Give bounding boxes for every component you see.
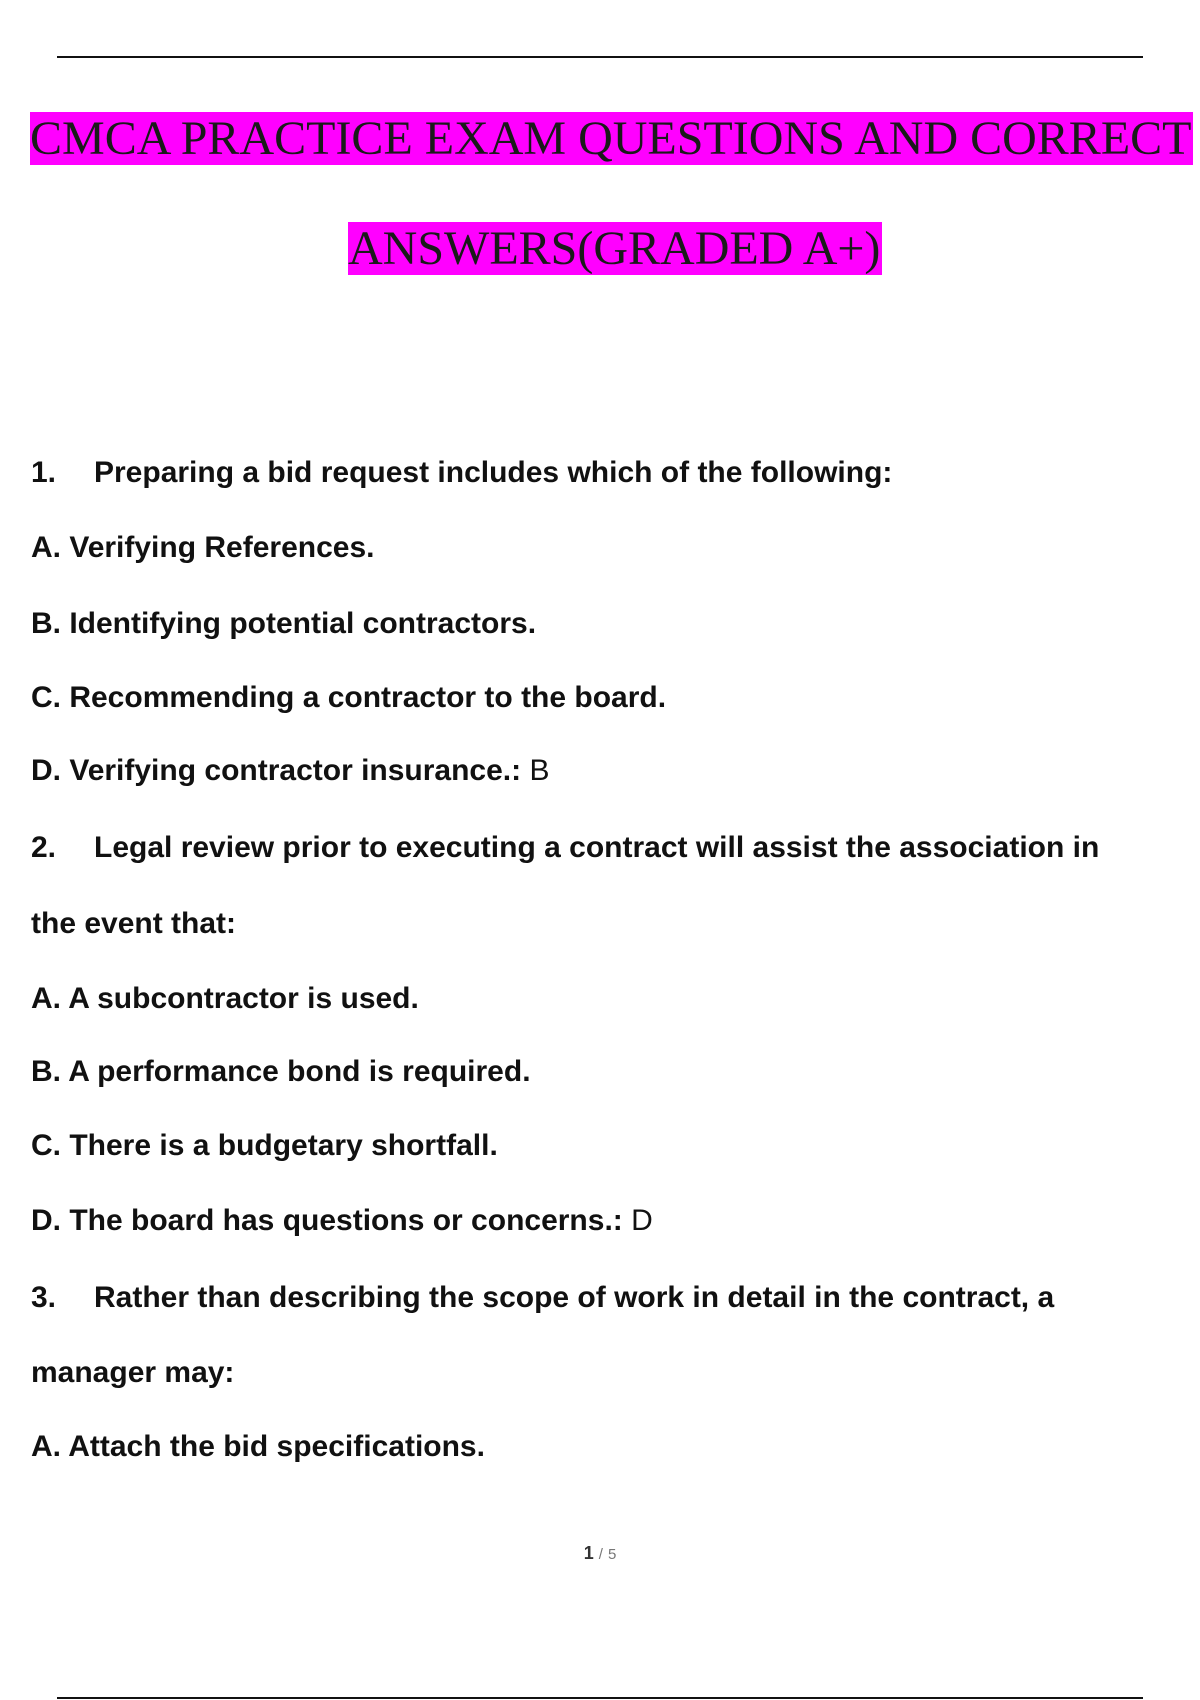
- question-2-option-d: [31, 1203, 653, 1239]
- question-1-option-b: B. Identifying potential contractors.: [31, 607, 537, 640]
- question-2-option-c: C. There is a budgetary shortfall.: [31, 1129, 498, 1162]
- question-3-option-a: A. Attach the bid specifications.: [31, 1430, 485, 1463]
- question-1-number: 1.: [31, 456, 57, 489]
- question-2-answer: D: [631, 1204, 653, 1237]
- question-2-option-b: B. A performance bond is required.: [31, 1055, 531, 1088]
- bottom-rule: [57, 1697, 1143, 1699]
- question-2-line-1: Legal review prior to executing a contract will assist the association in: [94, 831, 1100, 864]
- page-current: 1: [583, 1543, 594, 1563]
- question-1-option-a: A. Verifying References.: [31, 531, 375, 564]
- question-2-option-d-text: D. The board has questions or concerns.:: [31, 1204, 623, 1237]
- page-number: [0, 1543, 1200, 1564]
- document-title-line-1: CMCA PRACTICE EXAM QUESTIONS AND CORRECT: [30, 112, 1192, 165]
- question-1-answer: B: [529, 754, 550, 787]
- question-2-option-a: A. A subcontractor is used.: [31, 982, 419, 1015]
- page-total: 5: [607, 1546, 617, 1563]
- question-1-option-c: C. Recommending a contractor to the board.: [31, 681, 667, 714]
- question-2-line-2: the event that:: [31, 907, 237, 940]
- question-1-option-d-text: D. Verifying contractor insurance.:: [31, 754, 522, 787]
- question-1-line-1: Preparing a bid request includes which of the following:: [94, 456, 893, 489]
- question-3-line-2: manager may:: [31, 1356, 235, 1389]
- top-rule: [57, 56, 1143, 58]
- question-3-number: 3.: [31, 1281, 57, 1314]
- question-1-option-d: [31, 753, 549, 789]
- question-2-number: 2.: [31, 831, 57, 864]
- page-separator: /: [598, 1546, 603, 1563]
- question-1-text: [31, 455, 892, 491]
- question-3-text: [31, 1280, 1054, 1316]
- question-3-line-1: Rather than describing the scope of work in detail in the contract, a: [94, 1281, 1055, 1314]
- document-title-line-2: ANSWERS(GRADED A+): [348, 222, 881, 275]
- question-2-text: [31, 830, 1099, 866]
